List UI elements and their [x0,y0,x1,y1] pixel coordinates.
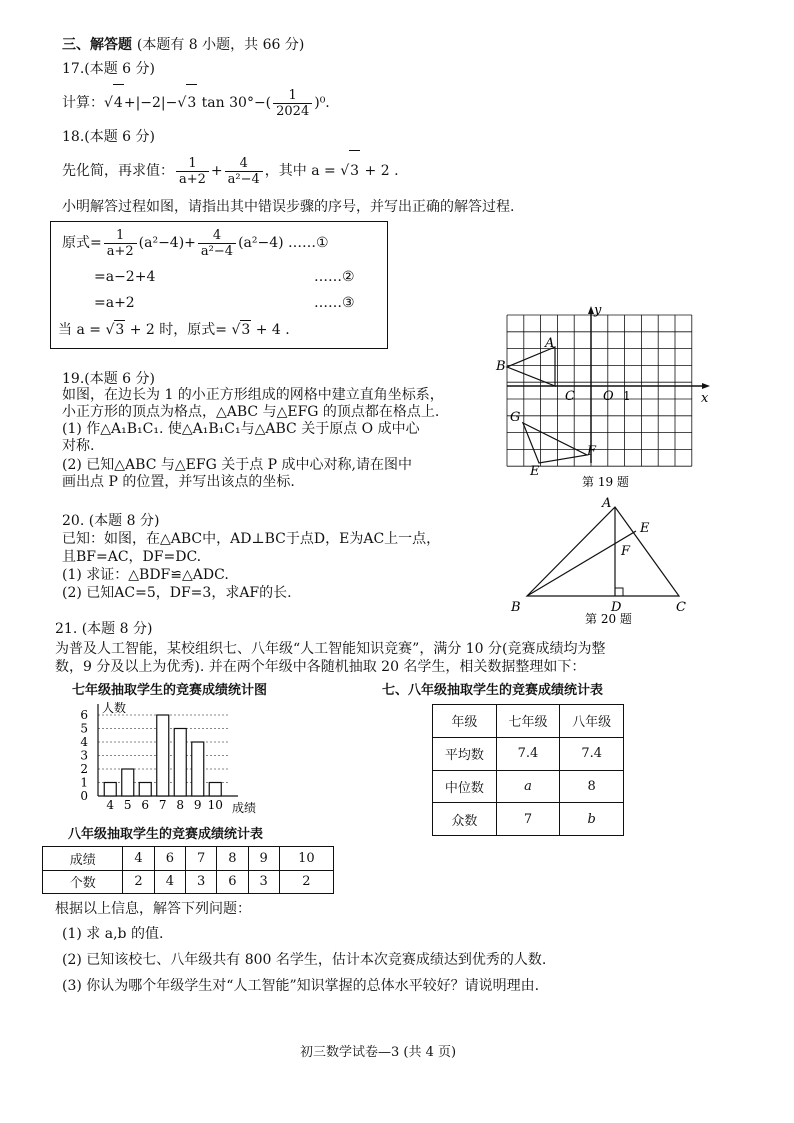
x-tick-label: 7 [158,798,167,812]
x-axis-label: 成绩 [232,801,257,815]
q19-line2: 小正方形的顶点为格点，△ABC 与△EFG 的顶点都在格点上. [62,404,440,420]
q21-after: 根据以上信息，解答下列问题： [55,901,251,917]
y-tick-label: 0 [80,789,88,803]
q20-line1: 已知：如图，在△ABC中，AD⊥BC于点D，E为AC上一点， [62,531,441,547]
table-cell: 8 [217,847,248,871]
y-axis-label: 人数 [102,701,127,715]
x-tick-label: 9 [193,798,202,812]
table-cell: 成绩 [43,847,123,871]
bar-10 [209,783,221,797]
x-tick-label: 5 [123,798,132,812]
grade8-table-title: 八年级抽取学生的竞赛成绩统计表 [68,827,264,842]
q20-line3: (1) 求证：△BDF≌△ADC. [62,567,229,583]
y-tick-label: 4 [80,735,88,749]
y-tick-label: 2 [80,762,88,776]
point-E-label: E [640,521,650,536]
q18-step1: 原式= $\frac{1}{a+2}$ (a²−4)+ $\frac{4}{\text{a²−4}}$ (a²−4) ……① [62,227,329,259]
table-header-cell: 七年级 [496,705,560,738]
q19-line4: 对称. [62,438,95,454]
point-E-label: E [530,464,540,479]
q18-instruction: 小明解答过程如图，请指出其中错误步骤的序号，并写出正确的解答过程. [62,199,515,215]
stats-table [432,704,624,836]
point-A-label: A [545,336,555,351]
q20-line2: 且BF=AC，DF=DC. [62,549,202,565]
bar-8 [174,729,186,797]
section-title: 三、解答题 (本题有 8 小题，共 66 分) [62,37,305,53]
fig20-caption: 第 20 题 [585,612,632,626]
point-C-label: C [565,389,575,404]
x-tick-label: 6 [141,798,150,812]
table-cell: 中位数 [433,770,497,803]
y-tick-label: 3 [80,748,88,763]
q19-number: 19.(本题 6 分) [62,371,155,387]
table-cell: 众数 [433,803,497,836]
table-cell: 6 [217,870,248,894]
q21-number: 21. (本题 8 分) [55,621,153,637]
point-D-label: D [611,600,622,615]
table-cell: 2 [279,870,333,894]
q21-part3: (3) 你认为哪个年级学生对“人工智能”知识掌握的总体水平较好？请说明理由. [62,978,540,994]
table-cell: 个数 [43,870,123,894]
point-B-label: B [511,600,521,615]
point-B-label: B [496,359,506,374]
table-cell: 4 [123,847,154,871]
grade8-table [42,846,334,894]
q19-line1: 如图，在边长为 1 的小正方形组成的网格中建立直角坐标系， [62,387,444,403]
bar-9 [192,742,204,796]
grade7-chart-title: 七年级抽取学生的竞赛成绩统计图 [72,683,268,698]
q19-grid-figure [490,300,720,490]
table-cell: 7 [185,847,216,871]
bar-6 [139,783,151,797]
table-cell: 10 [279,847,333,871]
table-cell: 3 [248,870,279,894]
q20-triangle-figure [505,495,705,625]
table-cell: 7.4 [560,737,624,770]
table-cell: b [560,803,624,836]
q21-line2: 数，9 分及以上为优秀). 并在两个年级中各随机抽取 20 名学生，相关数据整理如下： [55,659,586,675]
point-G-label: G [510,410,521,425]
table-cell: 6 [154,847,185,871]
axis-x-label: x [701,391,709,406]
q20-line4: (2) 已知AC=5，DF=3，求AF的长. [62,585,292,601]
q18-number: 18.(本题 6 分) [62,129,155,145]
table-row [43,870,334,894]
table-row [43,847,334,871]
origin-label: O [603,389,614,404]
point-C-label: C [676,600,686,615]
q21-part1: (1) 求 a,b 的值. [62,926,164,942]
point-A-label: A [602,496,612,511]
table-cell: 3 [185,870,216,894]
q19-line3: (1) 作△A₁B₁C₁. 使△A₁B₁C₁与△ABC 关于原点 O 成中心 [62,421,420,437]
x-tick-label: 4 [106,798,115,812]
y-tick-label: 5 [80,721,88,736]
table-cell: 2 [123,870,154,894]
bar-5 [122,769,134,796]
bar-4 [104,783,116,797]
q19-line6: 画出点 P 的位置，并写出该点的坐标. [62,474,295,490]
q18-problem: 先化简，再求值： $\frac{1}{a+2}$ + $\frac{4}{\text{a²−4}}$ ，其中 a = √3 + 2 . [62,150,399,191]
q21-part2: (2) 已知该校七、八年级共有 800 名学生，估计本次竞赛成绩达到优秀的人数. [62,952,547,968]
axis-y-label: y [594,303,602,318]
table-cell: 4 [154,870,185,894]
fig19-caption: 第 19 题 [582,475,629,489]
q18-step2: =a−2+4 [94,269,156,285]
q18-step4: 当 a = √3 + 2 时，原式= √3 + 4 . [58,322,290,338]
y-tick-label: 1 [80,775,88,790]
page-footer: 初三数学试卷—3 (共 4 页) [300,1045,457,1060]
x-tick-label: 8 [176,798,185,812]
x-tick-label: 10 [207,798,223,812]
unit-label: 1 [623,389,631,403]
grade7-bar-chart [60,700,290,820]
table-cell: 9 [248,847,279,871]
q19-line5: (2) 已知△ABC 与△EFG 关于点 P 成中心对称,请在图中 [62,457,412,473]
table-row [433,770,624,803]
point-F-label: F [621,544,631,559]
table-cell: a [496,770,560,803]
q17-number: 17.(本题 6 分) [62,61,155,77]
q18-step3-mark: ……③ [314,295,355,311]
table-row [433,803,624,836]
table-row [433,705,624,738]
stats-table-title: 七、八年级抽取学生的竞赛成绩统计表 [382,683,604,698]
table-header-cell: 八年级 [560,705,624,738]
table-cell: 平均数 [433,737,497,770]
table-cell: 8 [560,770,624,803]
q18-step3: =a+2 [94,295,135,311]
table-row [433,737,624,770]
table-cell: 7.4 [496,737,560,770]
y-tick-label: 6 [80,708,88,722]
bar-7 [157,715,169,796]
table-cell: 7 [496,803,560,836]
table-header-cell: 年级 [433,705,497,738]
q20-number: 20. (本题 8 分) [62,513,160,529]
point-F-label: F [587,444,597,459]
q18-step2-mark: ……② [314,269,355,285]
q21-line1: 为普及人工智能，某校组织七、八年级“人工智能知识竞赛”，满分 10 分(竞赛成绩均为整 [55,641,606,657]
q17-expression: 计算：√4+|−2|−√3 tan 30°−( $\frac{1}{2024}$ )⁰. [62,84,330,121]
